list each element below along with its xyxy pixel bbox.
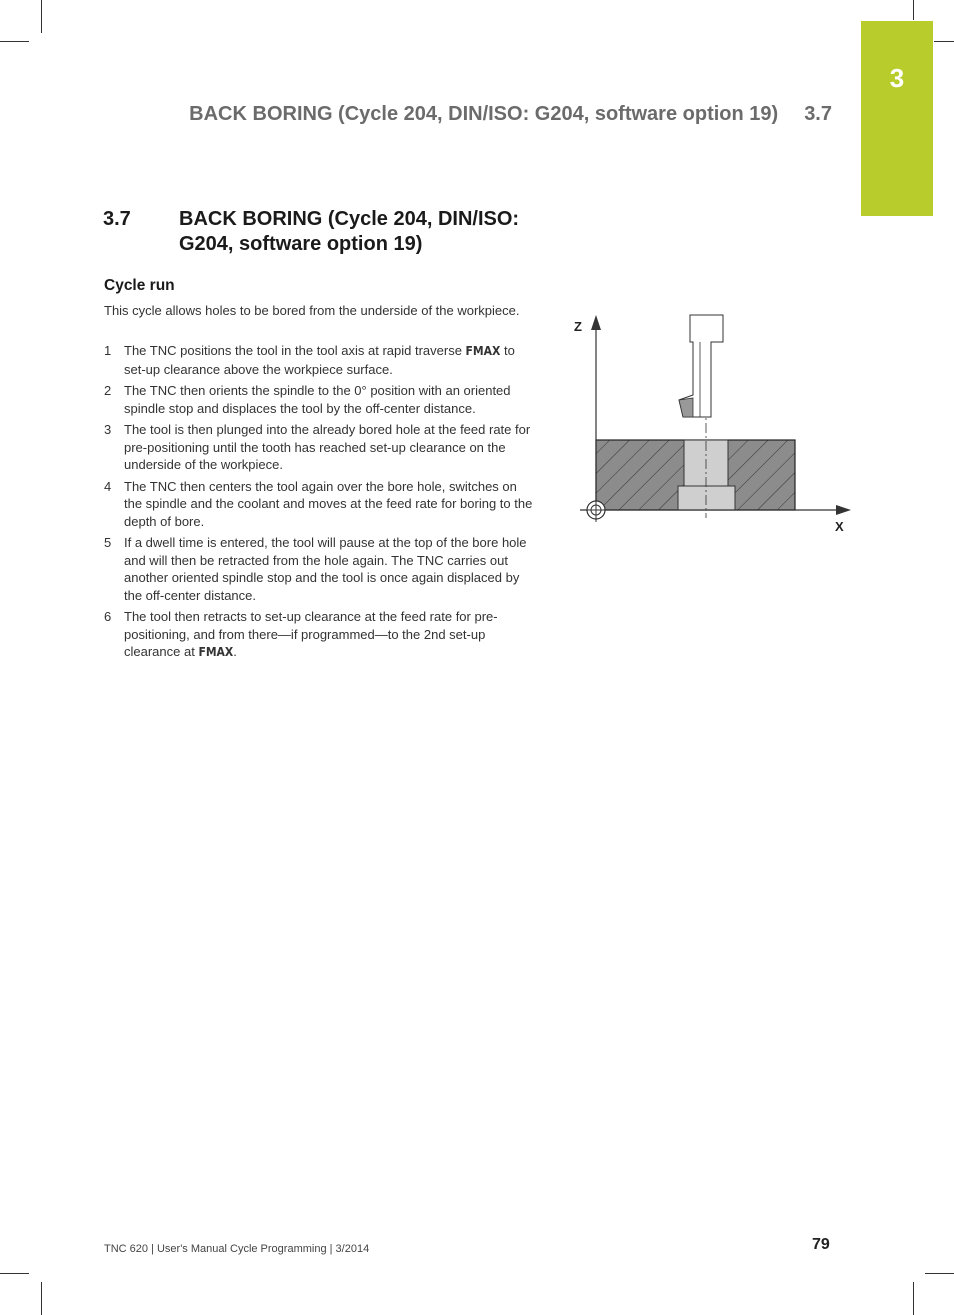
chapter-tab xyxy=(861,21,933,216)
step-text: The TNC then centers the tool again over the bore hole, switches on the spindle and the coolant and moves at the feed rate for boring to the depth of bore. xyxy=(124,478,533,529)
tool-tip xyxy=(679,398,693,417)
x-arrow xyxy=(836,505,851,515)
crop-mark xyxy=(934,41,954,42)
crop-mark xyxy=(0,41,29,42)
crop-mark xyxy=(913,1282,914,1315)
step-number: 6 xyxy=(104,609,112,624)
crop-mark xyxy=(913,0,914,20)
crop-mark xyxy=(925,1273,954,1274)
keyword-fmax: FMAX xyxy=(198,645,234,659)
section-title-line1: BACK BORING (Cycle 204, DIN/ISO: xyxy=(179,208,520,230)
step-item xyxy=(104,608,536,662)
subsection-title: Cycle run xyxy=(104,277,175,294)
section-number: 3.7 xyxy=(103,208,131,230)
z-axis-label: Z xyxy=(574,319,582,334)
section-title xyxy=(103,207,563,257)
step-item xyxy=(104,534,536,604)
step-number: 5 xyxy=(104,535,112,550)
keyword-fmax: FMAX xyxy=(465,344,501,358)
step-item xyxy=(104,478,536,531)
crop-mark xyxy=(41,0,42,33)
z-arrow xyxy=(591,315,601,330)
step-text: If a dwell time is entered, the tool will pause at the top of the bore hole and will then be retracted from the hole again. The TNC carries out another oriented spindle stop and the tool is once again displaced by the off-center distance. xyxy=(124,535,527,603)
step-item xyxy=(104,421,536,474)
step-text: The tool is then plunged into the already bored hole at the feed rate for pre-positioning until the tooth has reached set-up clearance on the underside of the workpiece. xyxy=(124,422,531,472)
step-item xyxy=(104,382,536,417)
step-text: The TNC positions the tool in the tool axis at rapid traverse FMAX to set-up clearance above the workpiece surface. xyxy=(124,343,515,377)
step-number: 1 xyxy=(104,343,112,358)
crop-mark xyxy=(41,1282,42,1315)
chapter-number: 3 xyxy=(889,63,905,93)
running-header-title: BACK BORING (Cycle 204, DIN/ISO: G204, software option 19) xyxy=(189,103,779,125)
x-axis-label: X xyxy=(835,519,844,534)
step-list xyxy=(104,342,536,666)
step-number: 3 xyxy=(104,422,112,437)
intro-paragraph: This cycle allows holes to be bored from the underside of the workpiece. xyxy=(104,303,520,318)
step-number: 4 xyxy=(104,478,112,494)
back-boring-diagram xyxy=(570,305,860,545)
step-text: The TNC then orients the spindle to the 0° position with an oriented spindle stop and displaces the tool by the off-center distance. xyxy=(124,383,511,416)
section-title-line2: G204, software option 19) xyxy=(179,233,423,255)
step-number: 2 xyxy=(104,383,112,398)
footer-text: TNC 620 | User's Manual Cycle Programming | 3/2014 xyxy=(104,1243,370,1255)
crop-mark xyxy=(0,1273,29,1274)
running-header xyxy=(189,103,832,126)
step-item xyxy=(104,342,536,378)
step-text: The tool then retracts to set-up clearance at the feed rate for pre-positioning, and from there—if programmed—to the 2nd set-up clearance at FMAX. xyxy=(124,609,498,659)
running-header-section: 3.7 xyxy=(804,103,832,125)
back-bore xyxy=(678,486,735,510)
page-number: 79 xyxy=(812,1236,830,1253)
